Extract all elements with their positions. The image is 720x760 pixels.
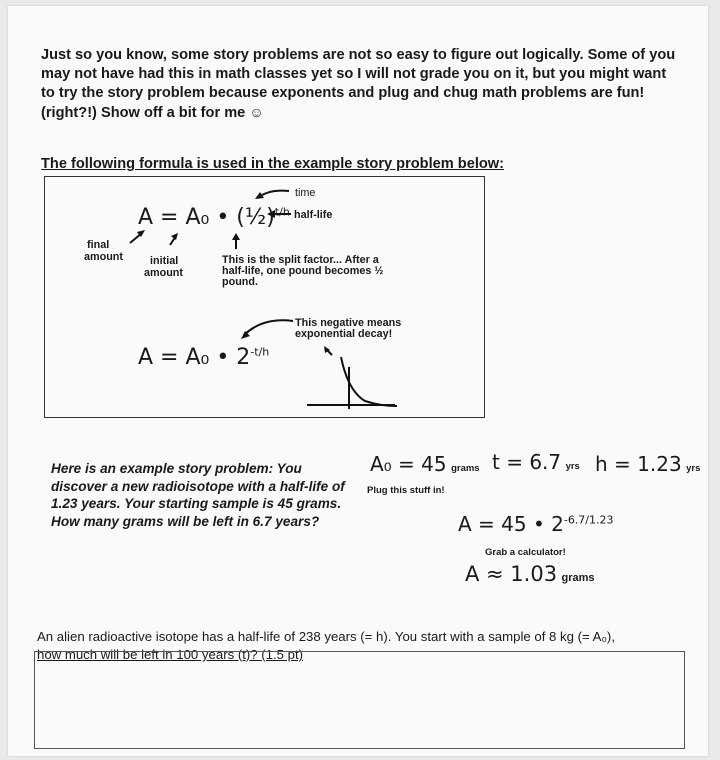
a0-value-group [370,452,480,476]
example-equation [458,512,614,536]
formula-alt [138,345,269,370]
label-initial-amount: amount [144,267,183,279]
label-time: time [295,187,316,199]
a0-unit: grams [451,463,480,474]
result-value: A ≈ 1.03 [465,562,558,586]
formula-alt-exponent: -t/h [250,345,270,359]
result-group [465,562,595,586]
worksheet-page [8,6,708,756]
formula-main [138,205,290,230]
intro-text: Just so you know, some story problems are not so easy to figure out logically. Some of you may not have had this in math classes yet so I will not grade you on it, but you might want to try the story problem because exponents and plug and chug math problems are fun! (right?!) Show off a bit for me [41,47,676,121]
formula-main-exponent: t/h [274,205,290,219]
formula-caption: The following formula is used in the example story problem below: [41,156,505,172]
result-unit: grams [561,572,595,584]
question-line-2: how much will be left in 100 years (t)? (1.5 pt) [37,647,304,662]
a0-value: A₀ = 45 [370,452,447,476]
example-story-prompt: Here is an example story problem: You discover a new radioisotope with a half-life of 1.23 years. Your starting sample is 45 grams. How many grams will be left in 6.7 years? [51,461,345,529]
label-final: final [87,239,110,251]
h-unit: yrs [686,463,701,474]
calc-note: Grab a calculator! [485,547,566,558]
smiley-icon: ☺ [249,104,264,120]
formula-main-text: A = A₀ • (½) [138,205,275,230]
example-equation-exponent: -6.7/1.23 [563,513,614,527]
label-half-life: half-life [294,209,333,221]
negative-note: This negative means exponential decay! [295,317,402,340]
t-unit: yrs [565,461,580,472]
time-arrow [259,191,289,197]
split-factor-note: This is the split factor... After a half-life, one pound becomes ½ pound. [222,254,384,288]
h-value: h = 1.23 [595,452,682,476]
t-value-group [492,450,580,474]
answer-box[interactable] [34,651,685,749]
formula-alt-text: A = A₀ • 2 [138,345,251,370]
question-line-1: An alien radioactive isotope has a half-life of 238 years (= h). You start with a sample of 8 kg (= A₀), [37,629,615,644]
example-equation-text: A = 45 • 2 [458,512,564,536]
h-value-group [595,452,700,476]
label-amount: amount [84,251,123,263]
intro-paragraph [41,46,681,123]
plug-note: Plug this stuff in! [367,485,445,496]
negative-arrow [244,320,293,335]
label-initial: initial [150,255,179,267]
decay-axes [307,367,395,409]
formula-diagram-box [44,176,485,418]
t-value: t = 6.7 [492,450,562,474]
